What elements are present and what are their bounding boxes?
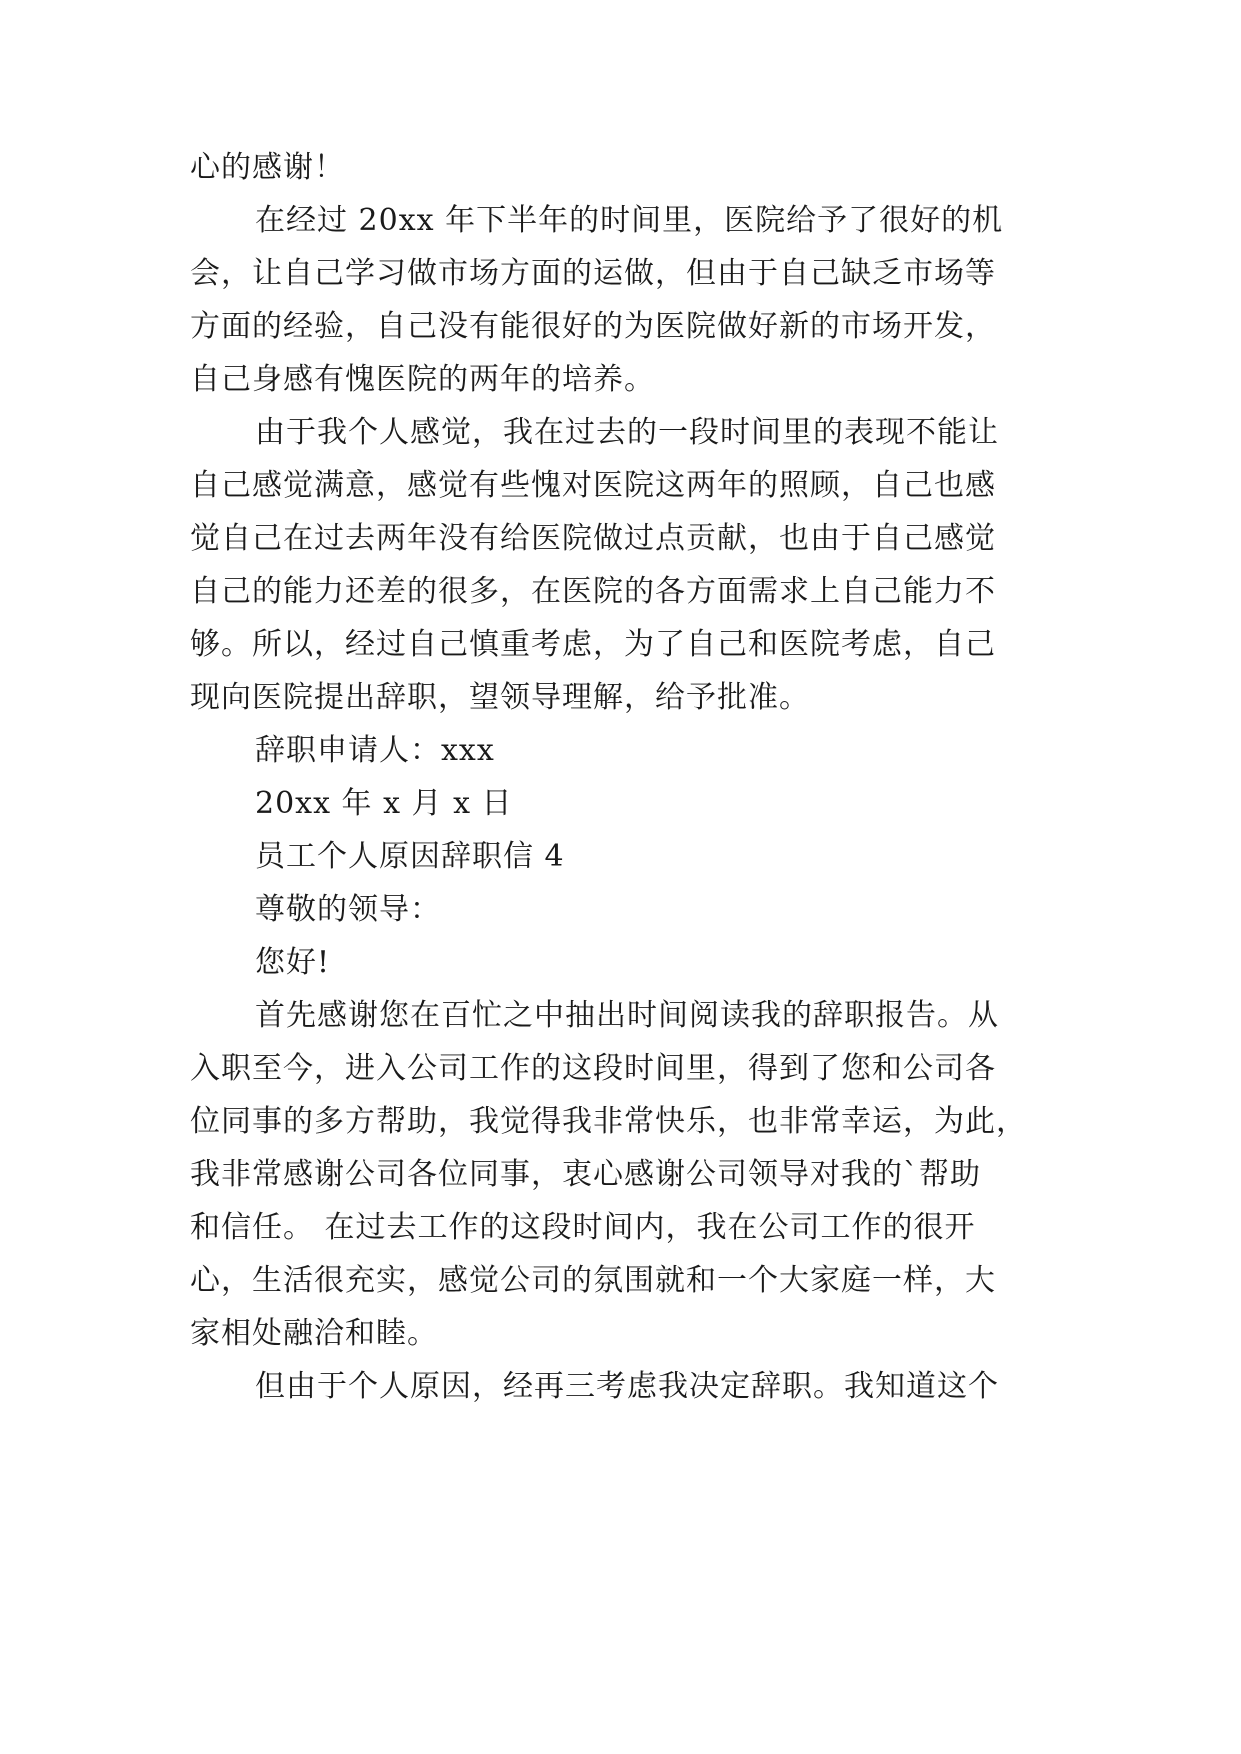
text-line: 自己感觉满意，感觉有些愧对医院这两年的照顾，自己也感 [190,468,996,503]
text-line: 方面的经验，自己没有能很好的为医院做好新的市场开发， [190,309,996,344]
text-line: 心的感谢！ [190,150,345,185]
text-line: 够。所以，经过自己慎重考虑，为了自己和医院考虑，自己 [190,627,996,662]
text-line: 和信任。 在过去工作的这段时间内，我在公司工作的很开 [190,1210,976,1245]
text-line: 首先感谢您在百忙之中抽出时间阅读我的辞职报告。从 [255,998,999,1033]
greeting: 您好! [255,945,331,980]
section-title: 员工个人原因辞职信 4 [255,839,565,874]
salutation: 尊敬的领导： [255,892,441,927]
text-line: 自己的能力还差的很多，在医院的各方面需求上自己能力不 [190,574,996,609]
signature-line: 辞职申请人：xxx [255,733,495,768]
text-line: 心，生活很充实，感觉公司的氛围就和一个大家庭一样，大 [190,1263,996,1298]
text-line: 但由于个人原因，经再三考虑我决定辞职。我知道这个 [255,1369,999,1404]
text-line: 在经过 20xx 年下半年的时间里，医院给予了很好的机 [255,203,1004,238]
text-line: 觉自己在过去两年没有给医院做过点贡献，也由于自己感觉 [190,521,996,556]
text-line: 现向医院提出辞职，望领导理解，给予批准。 [190,680,810,715]
text-line: 位同事的多方帮助，我觉得我非常快乐，也非常幸运，为此， [190,1104,1027,1139]
text-line: 家相处融洽和睦。 [190,1316,438,1351]
text-line: 会，让自己学习做市场方面的运做，但由于自己缺乏市场等 [190,256,996,291]
text-line: 自己身感有愧医院的两年的培养。 [190,362,655,397]
date-line: 20xx 年 x 月 x 日 [255,786,513,821]
text-line: 由于我个人感觉，我在过去的一段时间里的表现不能让 [255,415,999,450]
text-line: 我非常感谢公司各位同事，衷心感谢公司领导对我的`帮助 [190,1157,981,1192]
text-line: 入职至今，进入公司工作的这段时间里，得到了您和公司各 [190,1051,996,1086]
